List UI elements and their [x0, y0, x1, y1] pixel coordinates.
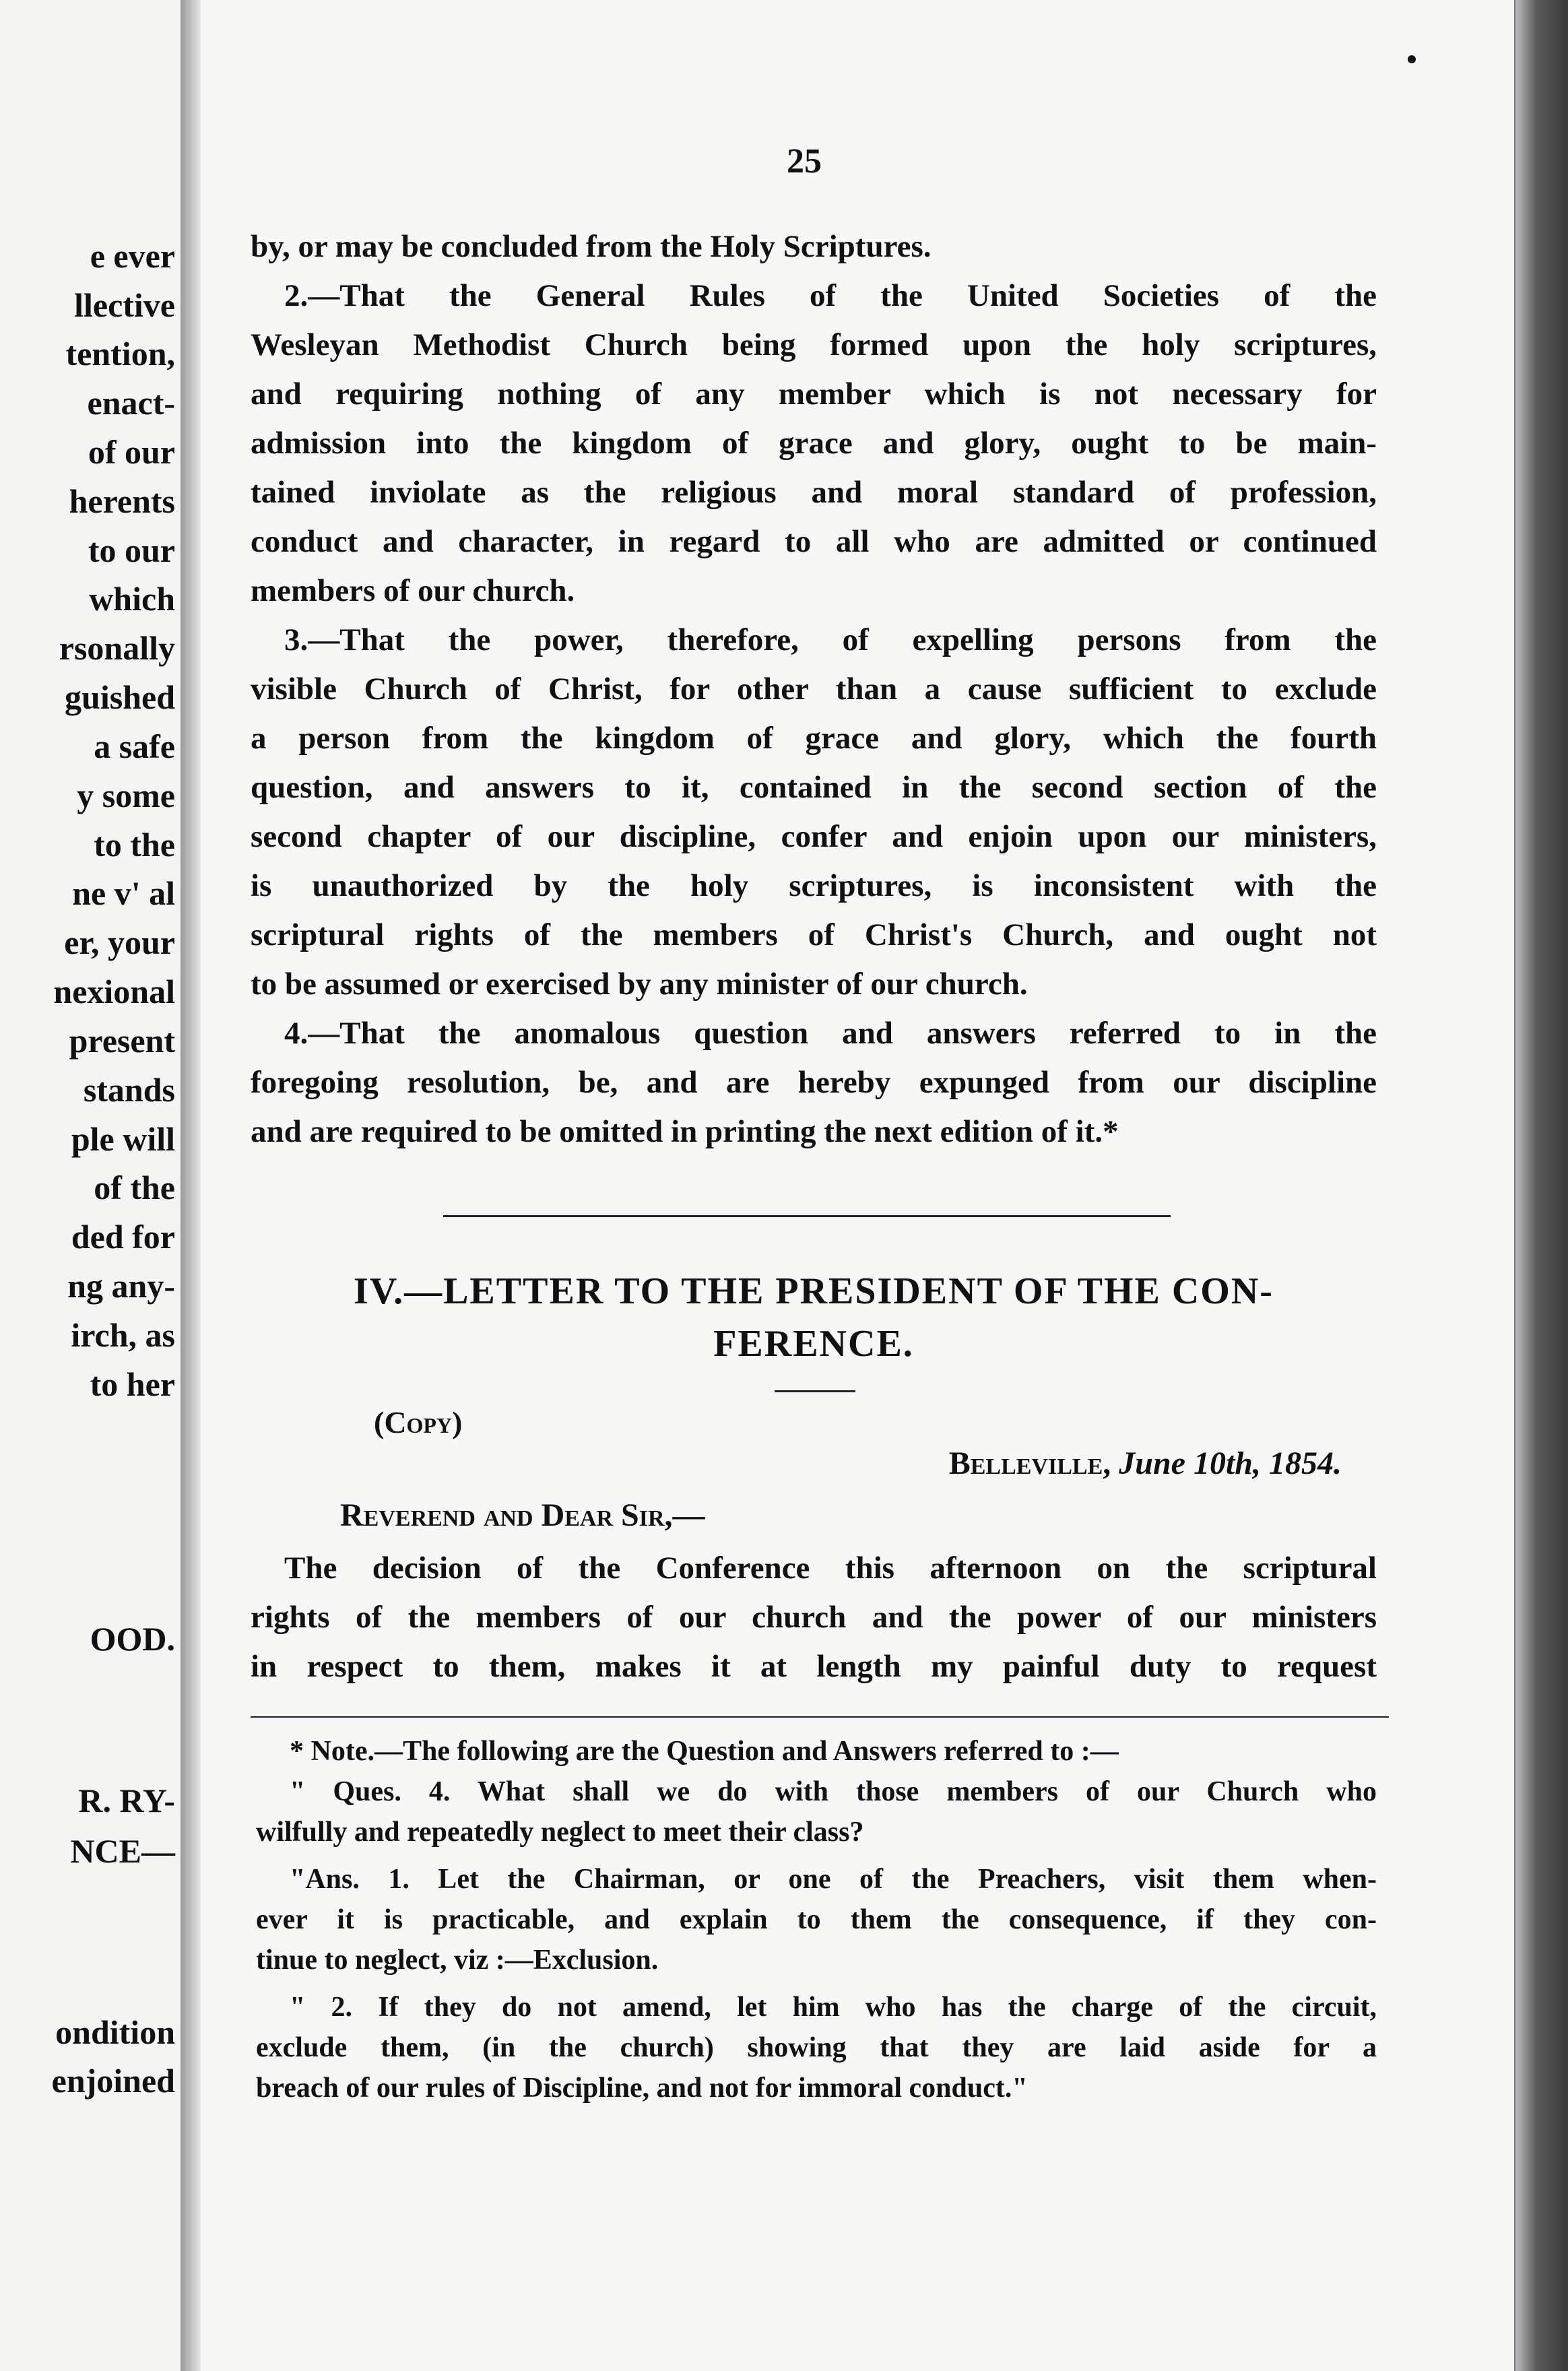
section-rule — [443, 1215, 1171, 1217]
left-fragment: to the — [94, 826, 175, 864]
left-fragment: enjoined — [51, 2062, 175, 2100]
letter-body — [251, 1544, 1377, 1691]
left-facing-page — [0, 0, 183, 2371]
heading-line: FERENCE. — [713, 1323, 914, 1365]
footnote-answer: "Ans. 1. Let the Chairman, or one of the Preachers, visit them when- — [290, 1864, 1377, 1895]
letter-line: The decision of the Conference this afternoon on the scriptural — [284, 1551, 1377, 1586]
resolution-2-line: members of our church. — [251, 573, 575, 608]
text-line: by, or may be concluded from the Holy Scriptures. — [251, 229, 932, 264]
left-fragment: ne v' al — [72, 874, 175, 912]
left-fragment: ple will — [71, 1120, 175, 1158]
letter-date: June 10th, 1854. — [1119, 1446, 1342, 1481]
page-number: 25 — [787, 142, 822, 181]
left-fragment: herents — [69, 482, 175, 520]
left-fragment: NCE— — [70, 1832, 175, 1870]
left-fragment: R. RY- — [78, 1782, 175, 1819]
left-fragment: guished — [65, 678, 175, 716]
book-gutter — [181, 0, 201, 2371]
resolution-3-line: 3.—That the power, therefore, of expelling persons from the — [284, 622, 1377, 657]
footnote-block — [256, 1731, 1377, 2108]
resolution-2-line: and requiring nothing of any member which is not necessary for — [251, 377, 1377, 412]
footnote-question: wilfully and repeatedly neglect to meet their class? — [256, 1817, 864, 1848]
left-fragment: a safe — [94, 727, 175, 765]
letter-salutation: Reverend and Dear Sir,— — [340, 1497, 705, 1533]
resolution-3-line: question, and answers to it, contained in the second section of the — [251, 770, 1377, 805]
resolution-4-line: 4.—That the anomalous question and answers referred to in the — [284, 1016, 1377, 1051]
page-edge — [1515, 0, 1568, 2371]
letter-dateline — [949, 1445, 1342, 1482]
resolution-3-line: a person from the kingdom of grace and glory, which the fourth — [251, 721, 1377, 756]
left-fragment: ded for — [71, 1218, 175, 1256]
resolutions-block — [251, 222, 1377, 1157]
footnote-answer: ever it is practicable, and explain to them the consequence, if they con- — [256, 1904, 1377, 1935]
resolution-3-line: is unauthorized by the holy scriptures, is inconsistent with the — [251, 868, 1377, 903]
left-fragment: rsonally — [59, 629, 175, 667]
left-fragment: stands — [83, 1071, 175, 1109]
short-rule — [775, 1390, 855, 1392]
footnote-answer: exclude them, (in the church) showing that they are laid aside for a — [256, 2032, 1377, 2063]
letter-line: in respect to them, makes it at length my painful duty to request — [251, 1649, 1377, 1684]
ink-speck — [1408, 55, 1416, 63]
resolution-3-line: scriptural rights of the members of Christ's Church, and ought not — [251, 917, 1377, 952]
left-fragment: OOD. — [90, 1620, 175, 1658]
section-heading — [251, 1265, 1377, 1370]
resolution-3-line: to be assumed or exercised by any minister of our church. — [251, 967, 1028, 1002]
left-fragment: tention, — [65, 335, 175, 372]
footnote-rule — [251, 1716, 1389, 1718]
copy-label: (Copy) — [374, 1405, 463, 1439]
left-fragment: to our — [88, 531, 175, 569]
left-fragment: which — [89, 580, 175, 618]
left-fragment: ng any- — [67, 1267, 175, 1305]
footnote-question: " Ques. 4. What shall we do with those members of our Church who — [290, 1776, 1377, 1807]
resolution-2-line: tained inviolate as the religious and moral standard of profession, — [251, 475, 1377, 510]
letter-place: Belleville, — [948, 1446, 1111, 1481]
resolution-2-line: 2.—That the General Rules of the United Societies of the — [284, 278, 1377, 313]
resolution-2-line: conduct and character, in regard to all who are admitted or continued — [251, 524, 1377, 559]
left-fragment: nexional — [53, 973, 175, 1010]
footnote-note: * Note.—The following are the Question and Answers referred to :— — [290, 1736, 1119, 1767]
left-fragment: irch, as — [71, 1316, 175, 1354]
left-fragment: of the — [94, 1169, 175, 1206]
heading-line: IV.—LETTER TO THE PRESIDENT OF THE CON- — [354, 1270, 1274, 1312]
footnote-answer: breach of our rules of Discipline, and not for immoral conduct." — [256, 2073, 1028, 2104]
resolution-4-line: foregoing resolution, be, and are hereby expunged from our discipline — [251, 1065, 1377, 1100]
left-fragment: er, your — [64, 923, 175, 961]
left-fragment: of our — [88, 433, 175, 471]
resolution-4-line: and are required to be omitted in printing the next edition of it.* — [251, 1114, 1119, 1149]
letter-line: rights of the members of our church and the power of our ministers — [251, 1600, 1377, 1635]
left-fragment: present — [69, 1022, 175, 1060]
footnote-answer: tinue to neglect, viz :—Exclusion. — [256, 1945, 659, 1976]
footnote-answer: " 2. If they do not amend, let him who has the charge of the circuit, — [290, 1992, 1377, 2023]
left-fragment: enact- — [87, 384, 175, 422]
resolution-2-line: admission into the kingdom of grace and glory, ought to be main- — [251, 426, 1377, 461]
left-fragment: ondition — [55, 2013, 175, 2051]
left-fragment: llective — [74, 286, 175, 324]
left-fragment: to her — [90, 1365, 175, 1403]
resolution-2-line: Wesleyan Methodist Church being formed upon the holy scriptures, — [251, 327, 1377, 362]
resolution-3-line: second chapter of our discipline, confer and enjoin upon our ministers, — [251, 819, 1377, 854]
left-fragment: y some — [77, 777, 175, 814]
resolution-3-line: visible Church of Christ, for other than a cause sufficient to exclude — [251, 672, 1377, 707]
left-fragment: e ever — [90, 237, 175, 275]
